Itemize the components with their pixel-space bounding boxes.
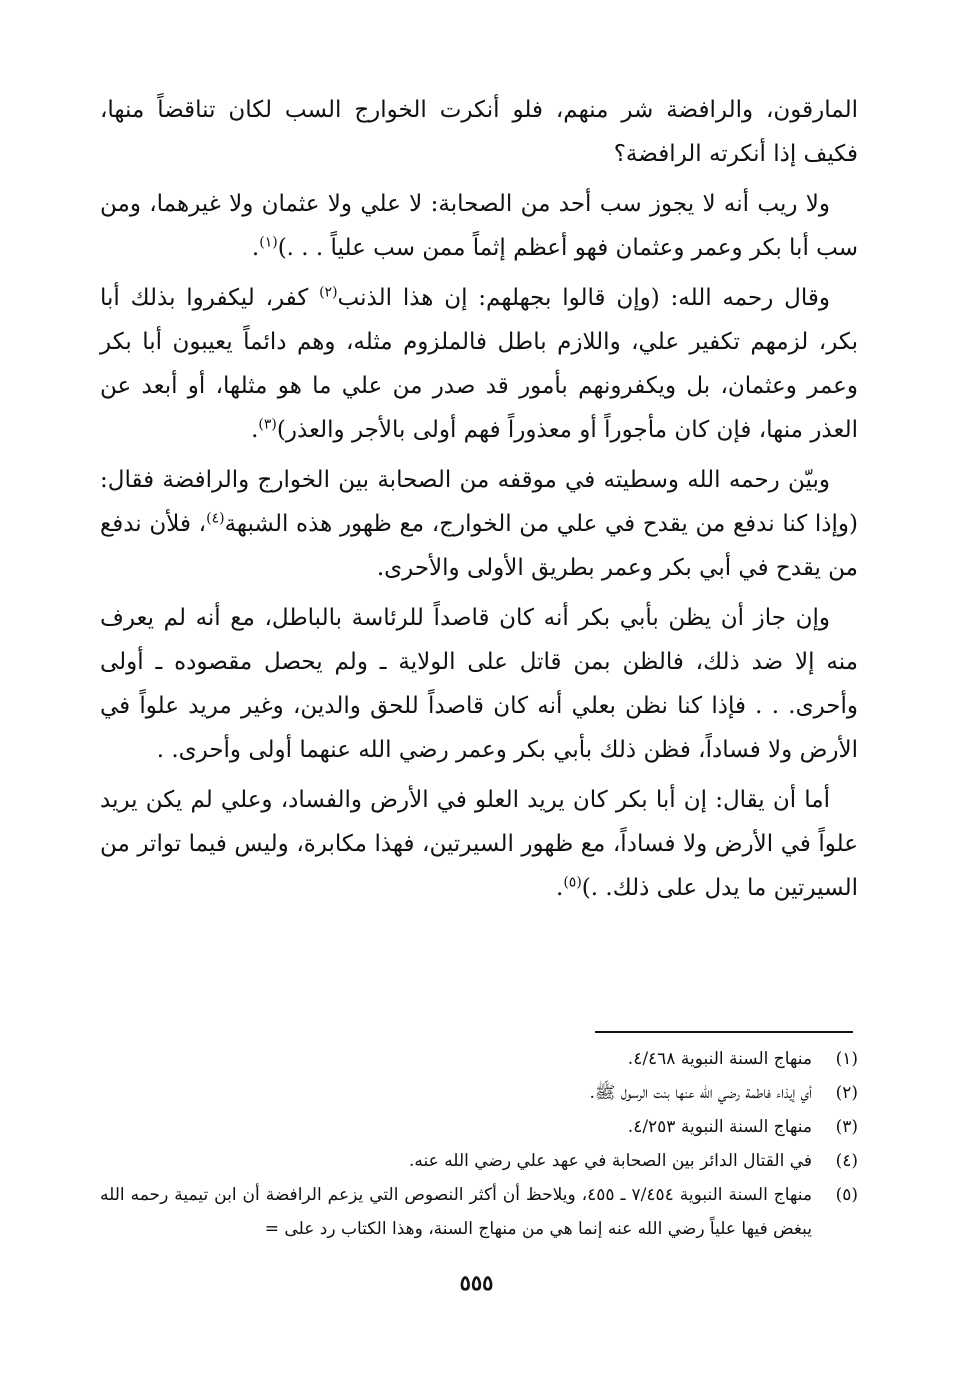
footnote-text: أي إيذاء فاطمة رضي الله عنها بنت الرسول ﷺ. [589, 1083, 812, 1103]
paragraph-text: ولا ريب أنه لا يجوز سب أحد من الصحابة: لا علي ولا عثمان ولا غيرهما، ومن سب أبا بكر وعمر وعثمان فهو أعظم إثماً ممن سب علياً . . .) [100, 191, 858, 261]
paragraph-text: وإن جاز أن يظن بأبي بكر أنه كان قاصداً للرئاسة بالباطل، مع أنه لم يعرف منه إلا ضد ذلك، فالظن بمن قاتل على الولاية ـ ولم يحصل مقصوده ـ أولى وأحرى. . . فإذا كنا نظن بعلي أنه كان قاصداً للحق والدين، وغير مريد علواً في الأرض ولا فساداً، فظن ذلك بأبي بكر وعمر رضي الله عنهما أولى وأحرى. . [100, 605, 858, 763]
paragraph-2 [100, 182, 858, 270]
footnote-4 [100, 1144, 858, 1178]
paragraph-text: أما أن يقال: إن أبا بكر كان يريد العلو في الأرض والفساد، وعلي لم يكن يريد علواً في الأرض ولا فساداً، مع ظهور السيرتين، فهذا مكابرة، وليس فيما تواتر من السيرتين ما يدل على ذلك. .) [100, 787, 858, 901]
footnote-text: منهاج السنة النبوية ٤/٤٦٨. [627, 1049, 812, 1069]
paragraph-text: المارقون، والرافضة شر منهم، فلو أنكرت الخوارج السب لكان تناقضاً منها، فكيف إذا أنكرته الرافضة؟ [100, 97, 858, 167]
footnote-5 [100, 1178, 858, 1246]
footnote-1 [100, 1042, 858, 1076]
footnote-separator [595, 1031, 853, 1033]
paragraph-text: وقال رحمه الله: (وإن قالوا بجهلهم: إن هذا الذنب [337, 285, 830, 311]
footnote-text: منهاج السنة النبوية ٧/٤٥٤ ـ ٤٥٥، ويلاحظ أن أكثر النصوص التي يزعم الرافضة أن ابن تيمية رحمه الله يبغض فيها علياً رضي الله عنه إنما هي من منهاج السنة، وهذا الكتاب رد على = [100, 1185, 812, 1239]
footnote-ref-1[interactable]: (١) [259, 234, 278, 251]
paragraph-1 [100, 88, 858, 176]
paragraph-text: ، فلأن ندفع من يقدح في أبي بكر وعمر بطريق الأولى والأحرى. [100, 511, 858, 581]
paragraph-text: . [251, 235, 260, 261]
footnote-text: في القتال الدائر بين الصحابة في عهد علي رضي الله عنه. [409, 1151, 812, 1171]
footnote-ref-4[interactable]: (٤) [206, 510, 225, 527]
footnote-number: (١) [835, 1049, 858, 1069]
footnote-2 [100, 1076, 858, 1110]
paragraph-text: كفر، ليكفروا بذلك أبا بكر، لزمهم تكفير علي، واللازم باطل فالملزوم مثله، وهم دائماً يعيبون أبا بكر وعمر وعثمان، بل ويكفرونهم بأمور قد صدر من علي ما هو مثلها، أو أبعد عن العذر منها، فإن كان مأجوراً أو معذوراً فهم أولى بالأجر والعذر) [100, 285, 858, 443]
footnote-3 [100, 1110, 858, 1144]
main-text [100, 88, 858, 916]
footnote-text: منهاج السنة النبوية ٤/٢٥٣. [627, 1117, 812, 1137]
footnotes [100, 1042, 858, 1246]
page-number: ٥٥٥ [459, 1270, 494, 1295]
paragraph-text: . [251, 417, 259, 443]
paragraph-6 [100, 778, 858, 910]
footnote-number: (٢) [835, 1083, 858, 1103]
footnote-number: (٣) [835, 1117, 858, 1137]
paragraph-5 [100, 596, 858, 772]
footnote-number: (٤) [835, 1151, 858, 1171]
footnote-ref-2[interactable]: (٢) [319, 284, 338, 301]
footnote-ref-3[interactable]: (٣) [258, 416, 277, 433]
paragraph-4 [100, 458, 858, 590]
footnote-number: (٥) [835, 1185, 858, 1205]
paragraph-text: . [556, 875, 564, 901]
paragraph-3 [100, 276, 858, 452]
paragraph-text: وبيّن رحمه الله وسطيته في موقفه من الصحابة بين الخوارج والرافضة فقال: (وإذا كنا ندفع من يقدح في علي من الخوارج، مع ظهور هذه الشبهة [100, 467, 858, 537]
footnote-ref-5[interactable]: (٥) [563, 874, 582, 891]
